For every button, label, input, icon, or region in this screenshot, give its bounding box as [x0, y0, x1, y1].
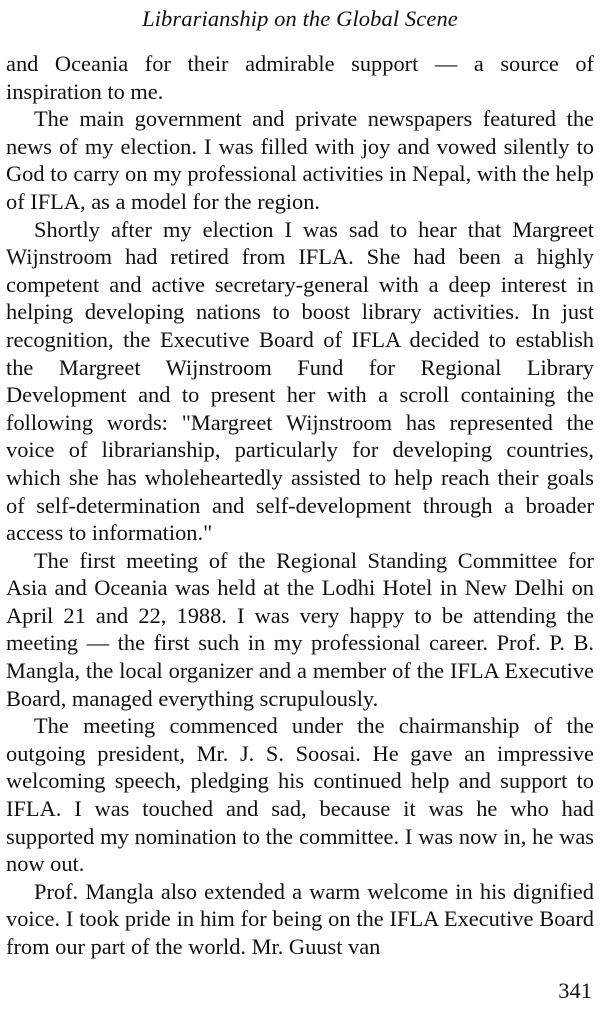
paragraph-first-meeting: The first meeting of the Regional Standing Committee for Asia and Oceania was held at the Lodhi Hotel in New Delhi on April 21 and 22, 1988. I was very happy to be attending the meeting — the first such in my professional career. Prof. P. B. Mangla, the local organizer and a member of the IFLA Executive Board, managed everything scrupulously. — [6, 547, 594, 711]
running-head: Librarianship on the Global Scene — [142, 6, 458, 31]
paragraph-wijnstroom: Shortly after my election I was sad to hear that Margreet Wijnstroom had retired from IFLA. She had been a highly competent and active secretary-general with a deep interest in helping developing nations to boost library activities. In just recognition, the Executive Board of IFLA decided to establish the Margreet Wijnstroom Fund for Regional Library Development and to present her with a scroll containing the following words: "Margreet Wijnstroom has represented the voice of librarianship, particularly for developing countries, which she has wholeheartedly assisted to help reach their goals of self-determination and self-development through a broader access to information." — [6, 216, 594, 546]
paragraph-newspapers: The main government and private newspapers featured the news of my election. I was filled with joy and vowed silently to God to carry on my professional activities in Nepal, with the help of IFLA, as a model for the region. — [6, 106, 594, 214]
paragraph-soosai: The meeting commenced under the chairmanship of the outgoing president, Mr. J. S. Soosai. He gave an impressive welcoming speech, pledging his continued help and support to IFLA. I was touched and sad, because it was he who had supported my nomination to the committee. I was now in, he was now out. — [6, 713, 594, 877]
body-text — [6, 50, 594, 961]
page-number: 341 — [558, 978, 592, 1003]
paragraph-continued: and Oceania for their admirable support — a source of inspiration to me. — [6, 51, 594, 104]
paragraph-mangla: Prof. Mangla also extended a warm welcome in his dignified voice. I took pride in him for being on the IFLA Executive Board from our part of the world. Mr. Guust van — [6, 878, 594, 959]
